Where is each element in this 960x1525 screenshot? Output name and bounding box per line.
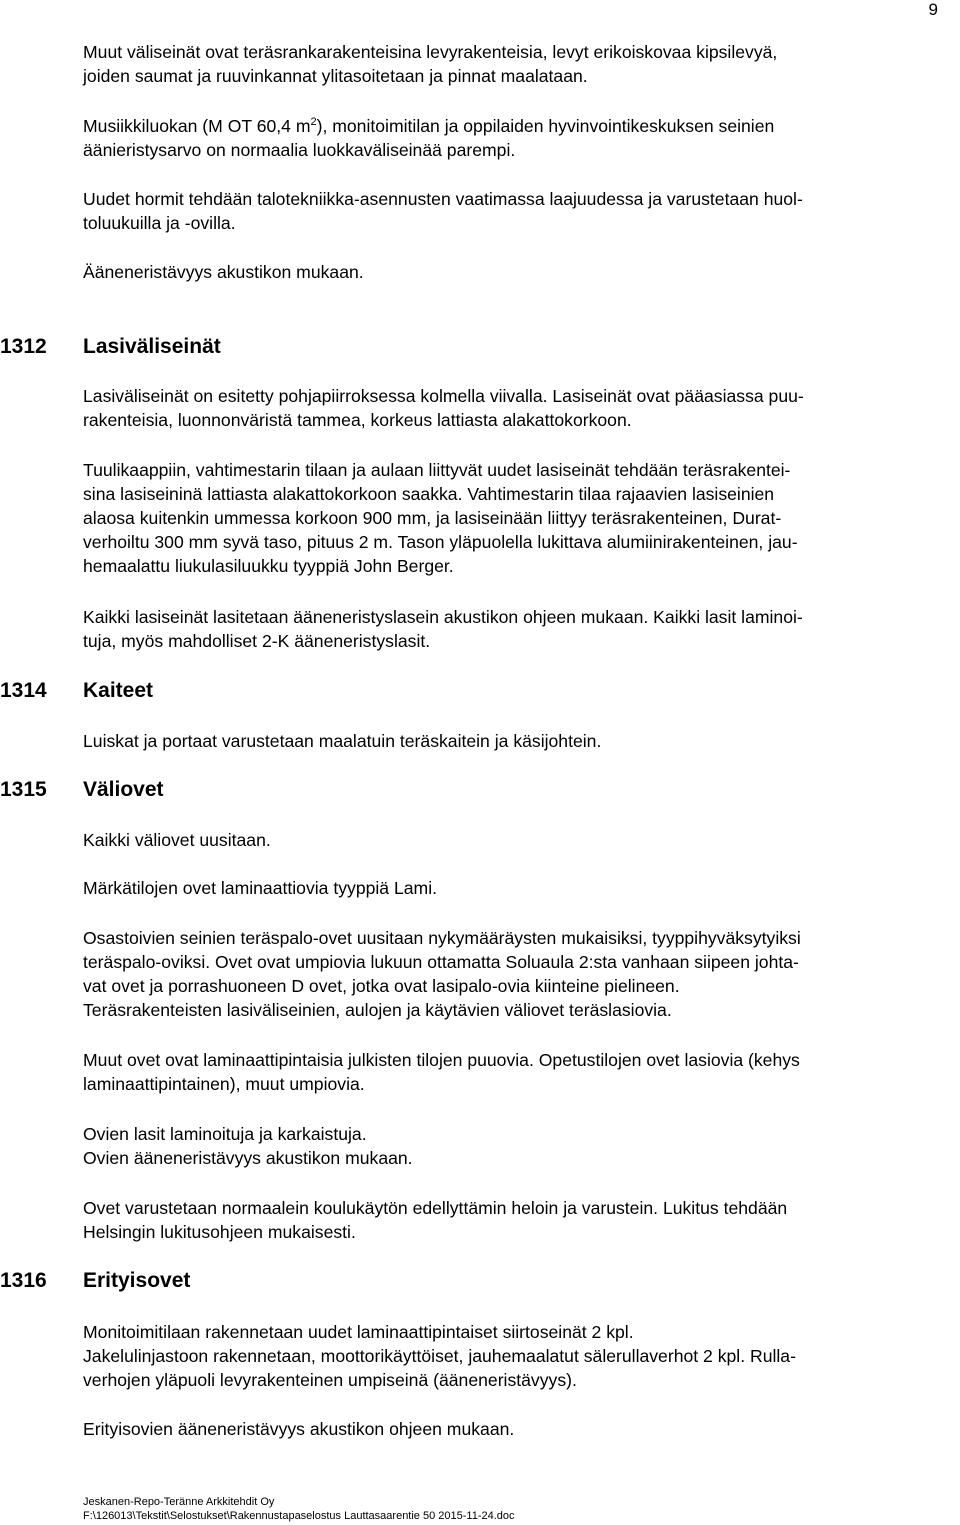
paragraph-3 bbox=[83, 187, 953, 235]
section-1315-paragraph-5 bbox=[83, 1122, 953, 1170]
section-number-1316: 1316 bbox=[0, 1269, 47, 1292]
section-1315-paragraph-4 bbox=[83, 1048, 953, 1096]
text-line: Teräsrakenteisten lasiväliseinien, aulojen ja käytävien väliovet teräslasiovia. bbox=[83, 1000, 672, 1020]
text-line: Kaikki lasiseinät lasitetaan ääneneristyslasein akustikon ohjeen mukaan. Kaikki lasit laminoi- bbox=[83, 607, 803, 627]
text-line: Kaikki väliovet uusitaan. bbox=[83, 830, 271, 850]
paragraph-1 bbox=[83, 40, 953, 88]
section-number-1314: 1314 bbox=[0, 679, 47, 702]
text-line: Uudet hormit tehdään talotekniikka-asennusten vaatimassa laajuudessa ja varustetaan huol- bbox=[83, 189, 803, 209]
text-line: Erityisovien ääneneristävyys akustikon ohjeen mukaan. bbox=[83, 1419, 515, 1439]
section-1312-paragraph-1 bbox=[83, 384, 953, 432]
section-title-1315: Väliovet bbox=[83, 778, 164, 801]
footer-file-path: F:\126013\Tekstit\Selostukset\Rakennustapaselostus Lauttasaarentie 50 2015-11-24.doc bbox=[83, 1510, 515, 1522]
text-line: rakenteisia, luonnonväristä tammea, korkeus lattiasta alakattokorkoon. bbox=[83, 410, 632, 430]
section-1315-paragraph-1 bbox=[83, 828, 953, 852]
section-title-1314: Kaiteet bbox=[83, 679, 154, 702]
text-line: Osastoivien seinien teräspalo-ovet uusitaan nykymääräysten mukaisiksi, tyyppihyväksytyiksi bbox=[83, 928, 801, 948]
text-line: toluukuilla ja -ovilla. bbox=[83, 213, 236, 233]
text-line: Ovien ääneneristävyys akustikon mukaan. bbox=[83, 1148, 413, 1168]
footer-company: Jeskanen-Repo-Teränne Arkkitehdit Oy bbox=[83, 1496, 275, 1508]
section-1316-paragraph-2 bbox=[83, 1417, 953, 1441]
text-line: Märkätilojen ovet laminaattiovia tyyppiä Lami. bbox=[83, 878, 437, 898]
paragraph-4 bbox=[83, 260, 953, 284]
section-number-1312: 1312 bbox=[0, 335, 47, 358]
text-line: verhoiltu 300 mm syvä taso, pituus 2 m. Tason yläpuolella lukittava alumiinirakenteinen, jau- bbox=[83, 532, 798, 552]
section-number-1315: 1315 bbox=[0, 778, 47, 801]
text-line: laminaattipintainen), muut umpiovia. bbox=[83, 1074, 365, 1094]
page-number: 9 bbox=[928, 0, 938, 19]
text-fragment: Musiikkiluokan (M OT 60,4 m bbox=[83, 116, 311, 136]
text-line: teräspalo-oviksi. Ovet ovat umpiovia lukuun ottamatta Soluaula 2:sta vanhaan siipeen johta- bbox=[83, 952, 799, 972]
text-line: Ääneneristävyys akustikon mukaan. bbox=[83, 262, 364, 282]
section-1312-paragraph-2 bbox=[83, 458, 953, 578]
text-line: sina lasiseininä lattiasta alakattokorkoon saakka. Vahtimestarin tilaa rajaavien lasiseinien bbox=[83, 484, 775, 504]
text-line: vat ovet ja porrashuoneen D ovet, jotka ovat lasipalo-ovia kiinteine pielineen. bbox=[83, 976, 680, 996]
text-line: Jakelulinjastoon rakennetaan, moottorikäyttöiset, jauhemaalatut sälerullaverhot 2 kpl. Rulla- bbox=[83, 1346, 796, 1366]
text-line: Helsingin lukitusohjeen mukaisesti. bbox=[83, 1222, 356, 1242]
text-line: Muut ovet ovat laminaattipintaisia julkisten tilojen puuovia. Opetustilojen ovet lasiovia (kehys bbox=[83, 1050, 800, 1070]
section-title-1312: Lasiväliseinät bbox=[83, 335, 221, 358]
text-line: äänieristysarvo on normaalia luokkaväliseinää parempi. bbox=[83, 140, 516, 160]
text-line: alaosa kuitenkin ummessa korkoon 900 mm, ja lasiseinään liittyy teräsrakenteinen, Durat- bbox=[83, 508, 782, 528]
text-line: hemaalattu liukulasiluukku tyyppiä John Berger. bbox=[83, 556, 454, 576]
text-line: Lasiväliseinät on esitetty pohjapiirroksessa kolmella viivalla. Lasiseinät ovat pääasiassa puu- bbox=[83, 386, 804, 406]
paragraph-2 bbox=[83, 114, 953, 162]
section-1314-paragraph-1 bbox=[83, 729, 953, 753]
text-fragment: ), monitoimitilan ja oppilaiden hyvinvointikeskuksen seinien bbox=[316, 116, 775, 136]
text-line: Ovien lasit laminoituja ja karkaistuja. bbox=[83, 1124, 367, 1144]
text-line: tuja, myös mahdolliset 2-K ääneneristyslasit. bbox=[83, 631, 431, 651]
text-line: Luiskat ja portaat varustetaan maalatuin teräskaitein ja käsijohtein. bbox=[83, 731, 602, 751]
text-line: joiden saumat ja ruuvinkannat ylitasoitetaan ja pinnat maalataan. bbox=[83, 66, 588, 86]
section-1316-paragraph-1 bbox=[83, 1320, 953, 1392]
text-line: Ovet varustetaan normaalein koulukäytön edellyttämin heloin ja varustein. Lukitus tehdään bbox=[83, 1198, 788, 1218]
superscript: 2 bbox=[310, 116, 317, 129]
text-line: Muut väliseinät ovat teräsrankarakenteisina levyrakenteisia, levyt erikoiskovaa kipsilevyä, bbox=[83, 42, 778, 62]
section-title-1316: Erityisovet bbox=[83, 1269, 191, 1292]
section-1315-paragraph-2 bbox=[83, 876, 953, 900]
text-line: verhojen yläpuoli levyrakenteinen umpiseinä (ääneneristävyys). bbox=[83, 1370, 577, 1390]
section-1315-paragraph-6 bbox=[83, 1196, 953, 1244]
section-1315-paragraph-3 bbox=[83, 926, 953, 1022]
text-line: Tuulikaappiin, vahtimestarin tilaan ja aulaan liittyvät uudet lasiseinät tehdään teräsrakentei- bbox=[83, 460, 791, 480]
text-line bbox=[83, 114, 953, 138]
text-line: Monitoimitilaan rakennetaan uudet laminaattipintaiset siirtoseinät 2 kpl. bbox=[83, 1322, 634, 1342]
section-1312-paragraph-3 bbox=[83, 605, 953, 653]
